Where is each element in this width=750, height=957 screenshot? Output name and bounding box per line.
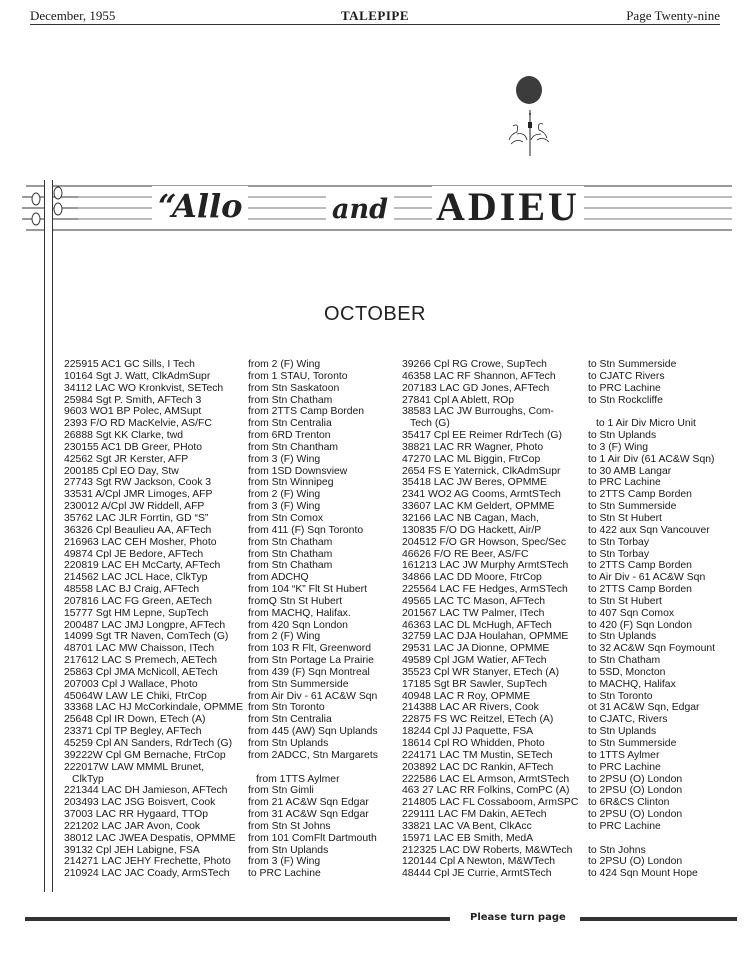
- posting-name: 27841 Cpl A Ablett, ROp: [402, 394, 515, 406]
- posting-name: 216963 LAC CEH Mosher, Photo: [64, 536, 217, 548]
- posting-name: 130835 F/O DG Hackett, Air/P: [402, 524, 542, 536]
- posting-row: [402, 489, 742, 501]
- posting-name: 225564 LAC FE Hedges, ArmSTech: [402, 584, 568, 596]
- posting-name: 34866 LAC DD Moore, FtrCop: [402, 572, 542, 584]
- posting-name: 35762 LAC JLR Forrtin, GD “S”: [64, 512, 209, 524]
- posting-row: [402, 631, 742, 643]
- posting-name: 224171 LAC TM Mustin, SETech: [402, 749, 553, 761]
- posting-destination: to MACHQ, Halifax: [588, 678, 676, 690]
- posting-destination: to 3 (F) Wing: [588, 441, 649, 453]
- posting-destination: ot 31 AC&W Sqn, Edgar: [588, 702, 700, 714]
- page-footer: [25, 914, 737, 926]
- posting-destination: from Stn Uplands: [248, 738, 329, 749]
- posting-row: [64, 643, 390, 655]
- posting-row: [64, 572, 390, 584]
- posting-row: [64, 785, 390, 797]
- posting-row: [402, 750, 742, 762]
- posting-name: 161213 LAC JW Murphy ArmtSTech: [402, 560, 569, 572]
- posting-name: 45064W LAW LE Chiki, FtrCop: [64, 690, 207, 702]
- posting-name: 46358 LAC RF Shannon, AFTech: [402, 370, 556, 382]
- posting-name: 27743 Sgt RW Jackson, Cook 3: [64, 477, 212, 489]
- posting-destination: from Stn Saskatoon: [248, 382, 340, 394]
- posting-name: 203493 LAC JSG Boisvert, Cook: [64, 797, 216, 809]
- posting-destination: from 420 Sqn London: [248, 619, 348, 631]
- posting-row: [402, 726, 742, 738]
- posting-name: 207816 LAC FG Green, AETech: [64, 595, 212, 607]
- posting-destination: from 21 AC&W Sqn Edgar: [248, 797, 369, 809]
- posting-destination: to Stn Torbay: [588, 536, 650, 548]
- posting-name: 2393 F/O RD MacKelvie, AS/FC: [64, 418, 212, 430]
- posting-destination: to 1 Air Div (61 AC&W Sqn): [588, 453, 715, 465]
- posting-name: 34112 LAC WO Kronkvist, SETech: [64, 382, 224, 394]
- posting-destination: from Stn Centralia: [248, 418, 332, 430]
- posting-destination: to PRC Lachine: [588, 761, 661, 773]
- posting-row: [402, 418, 742, 430]
- posting-name: 32166 LAC NB Cagan, Mach,: [402, 512, 539, 524]
- posting-row: [64, 833, 390, 845]
- posting-destination: to 30 AMB Langar: [588, 465, 672, 477]
- posting-name: 229111 LAC FM Dakin, AETech: [402, 809, 547, 821]
- posting-destination: to Stn Rockcliffe: [588, 394, 663, 406]
- posting-row: [64, 608, 390, 620]
- posting-row: [402, 430, 742, 442]
- posting-destination: from Stn Gimli: [248, 785, 314, 797]
- posting-destination: to Stn St Hubert: [588, 512, 662, 524]
- posting-name: 14099 Sgt TR Naven, ComTech (G): [64, 631, 229, 643]
- posting-name: 221202 LAC JAR Avon, Cook: [64, 820, 201, 832]
- posting-row: [402, 359, 742, 371]
- posting-destination: from 6RD Trenton: [248, 430, 331, 442]
- posting-destination: from 439 (F) Sqn Montreal: [248, 666, 370, 678]
- posting-destination: from 3 (F) Wing: [248, 501, 321, 513]
- posting-row: [64, 679, 390, 691]
- sprig-illustration-icon: [505, 110, 555, 156]
- posting-row: [64, 667, 390, 679]
- posting-destination: to CJATC Rivers: [588, 370, 665, 382]
- posting-name: 40948 LAC R Roy, OPMME: [402, 690, 531, 702]
- posting-destination: from Stn Summerside: [248, 678, 349, 690]
- posting-destination: to 32 AC&W Sqn Foymount: [588, 643, 716, 655]
- posting-destination: from Stn St Johns: [248, 820, 331, 832]
- posting-destination: to 422 aux Sqn Vancouver: [588, 524, 710, 536]
- posting-name: 33607 LAC KM Geldert, OPMME: [402, 501, 555, 513]
- posting-destination: from 3 (F) Wing: [248, 453, 321, 465]
- posting-row: [402, 608, 742, 620]
- posting-destination: from 1TTS Aylmer: [256, 773, 340, 785]
- posting-row: [64, 845, 390, 857]
- posting-row: [64, 774, 390, 786]
- posting-row: [64, 596, 390, 608]
- posting-row: [64, 821, 390, 833]
- posting-name: 25648 Cpl IR Down, ETech (A): [64, 714, 206, 726]
- title-and: and: [326, 192, 394, 228]
- posting-name: 48558 LAC BJ Craig, AFTech: [64, 584, 200, 596]
- posting-destination: to 1 Air Div Micro Unit: [596, 418, 696, 430]
- posting-row: [64, 525, 390, 537]
- posting-row: [402, 454, 742, 466]
- posting-name: 25863 Cpl JMA McNicoll, AETech: [64, 666, 218, 678]
- posting-name: 33531 A/Cpl JMR Limoges, AFP: [64, 489, 213, 501]
- posting-row: [402, 868, 742, 880]
- posting-row: [64, 418, 390, 430]
- posting-name: 230012 A/Cpl JW Riddell, AFP: [64, 501, 205, 513]
- posting-destination: from Stn Chatham: [248, 560, 333, 572]
- posting-destination: to 2TTS Camp Borden: [588, 560, 692, 572]
- posting-row: [64, 513, 390, 525]
- posting-name: 37003 LAC RR Hygaard, TTOp: [64, 809, 209, 821]
- posting-destination: from Stn Comox: [248, 512, 324, 524]
- posting-destination: from 101 ComFlt Dartmouth: [248, 832, 377, 844]
- posting-row: [402, 691, 742, 703]
- posting-row: [64, 442, 390, 454]
- posting-row: [64, 797, 390, 809]
- posting-name: 38583 LAC JW Burroughs, Com-: [402, 406, 554, 418]
- posting-row: [402, 667, 742, 679]
- magazine-title: TALEPIPE: [340, 8, 410, 23]
- posting-name: 214562 LAC JCL Hace, ClkTyp: [64, 572, 208, 584]
- posting-destination: to 2PSU (O) London: [588, 809, 683, 821]
- posting-row: [402, 845, 742, 857]
- posting-row: [64, 584, 390, 596]
- posting-destination: to Stn Torbay: [588, 548, 650, 560]
- posting-name: ClkTyp: [72, 773, 104, 785]
- posting-row: [64, 406, 390, 418]
- posting-destination: to Stn Summerside: [588, 738, 677, 749]
- posting-row: [402, 797, 742, 809]
- posting-destination: from 103 R Flt, Greenword: [248, 643, 371, 655]
- posting-name: 212325 LAC DW Roberts, M&WTech: [402, 844, 573, 856]
- posting-destination: to Stn Summerside: [588, 501, 677, 513]
- posting-destination: from Air Div - 61 AC&W Sqn: [248, 690, 378, 702]
- posting-row: [64, 726, 390, 738]
- posting-destination: from 411 (F) Sqn Toronto: [248, 524, 364, 536]
- posting-name: 225915 AC1 GC Sills, I Tech: [64, 359, 195, 370]
- posting-row: [402, 620, 742, 632]
- posting-destination: to PRC Lachine: [588, 477, 661, 489]
- posting-destination: to PRC Lachine: [248, 868, 321, 880]
- posting-name: 222017W LAW MMML Brunet,: [64, 761, 205, 773]
- posting-row: [64, 430, 390, 442]
- posting-name: 2654 FS E Yaternick, ClkAdmSupr: [402, 465, 561, 477]
- right-postings-column: [402, 359, 742, 880]
- posting-destination: to CJATC, Rivers: [588, 714, 668, 726]
- posting-destination: to Air Div - 61 AC&W Sqn: [588, 572, 706, 584]
- posting-name: 38821 LAC RR Wagner, Photo: [402, 441, 544, 453]
- posting-row: [64, 549, 390, 561]
- posting-name: 463 27 LAC RR Folkins, ComPC (A): [402, 785, 570, 797]
- posting-row: [64, 620, 390, 632]
- posting-row: [402, 596, 742, 608]
- posting-name: 18244 Cpl JJ Paquette, FSA: [402, 726, 534, 738]
- posting-row: [64, 371, 390, 383]
- posting-name: 36326 Cpl Beaulieu AA, AFTech: [64, 524, 212, 536]
- posting-row: [402, 584, 742, 596]
- posting-row: [402, 702, 742, 714]
- posting-name: 38012 LAC JWEA Despatis, OPMME: [64, 832, 236, 844]
- posting-row: [64, 809, 390, 821]
- posting-row: [402, 525, 742, 537]
- posting-row: [64, 537, 390, 549]
- posting-destination: to 2TTS Camp Borden: [588, 584, 692, 596]
- posting-destination: from 104 “K” Flt St Hubert: [248, 584, 367, 596]
- page-number: Page Twenty-nine: [626, 8, 720, 23]
- posting-row: [64, 560, 390, 572]
- posting-name: 46363 LAC DL McHugh, AFTech: [402, 619, 552, 631]
- posting-destination: from 2ADCC, Stn Margarets: [248, 749, 378, 761]
- posting-destination: from Stn Chatham: [248, 536, 333, 548]
- posting-name: 9603 WO1 BP Polec, AMSupt: [64, 406, 202, 418]
- posting-row: [402, 513, 742, 525]
- posting-destination: from 31 AC&W Sqn Edgar: [248, 809, 369, 821]
- posting-destination: to 2PSU (O) London: [588, 773, 683, 785]
- posting-row: [402, 501, 742, 513]
- posting-destination: from Stn Toronto: [248, 702, 325, 714]
- posting-row: [64, 383, 390, 395]
- posting-destination: from Stn Chatham: [248, 548, 333, 560]
- section-month-heading: OCTOBER: [323, 303, 427, 325]
- posting-name: 2341 WO2 AG Cooms, ArmtSTech: [402, 489, 561, 501]
- posting-row: [64, 856, 390, 868]
- posting-name: 48701 LAC MW Chaisson, ITech: [64, 643, 215, 655]
- posting-name: 47270 LAC ML Biggin, FtrCop: [402, 453, 541, 465]
- posting-row: [64, 762, 390, 774]
- posting-destination: to 420 (F) Sqn London: [588, 619, 692, 631]
- posting-destination: to Stn Summerside: [588, 359, 677, 370]
- posting-destination: from 2 (F) Wing: [248, 631, 321, 643]
- posting-row: [402, 537, 742, 549]
- posting-name: Tech (G): [410, 418, 450, 430]
- posting-row: [64, 702, 390, 714]
- posting-destination: to 2TTS Camp Borden: [588, 489, 692, 501]
- posting-name: 220819 LAC EH McCarty, AFTech: [64, 560, 221, 572]
- posting-row: [64, 454, 390, 466]
- posting-name: 207003 Cpl J Wallace, Photo: [64, 678, 198, 690]
- posting-row: [402, 643, 742, 655]
- posting-destination: from 1SD Downsview: [248, 465, 348, 477]
- posting-destination: from Stn Uplands: [248, 844, 329, 856]
- posting-name: 46626 F/O RE Beer, AS/FC: [402, 548, 529, 560]
- posting-destination: to Stn Johns: [588, 844, 646, 856]
- posting-name: 204512 F/O GR Howson, Spec/Sec: [402, 536, 567, 548]
- posting-destination: to Stn Uplands: [588, 631, 657, 643]
- posting-row: [402, 762, 742, 774]
- posting-name: 49565 LAC TC Mason, AFTech: [402, 595, 546, 607]
- posting-destination: to PRC Lachine: [588, 820, 661, 832]
- posting-row: [64, 655, 390, 667]
- posting-destination: from 2 (F) Wing: [248, 359, 321, 370]
- posting-destination: from MACHQ, Halifax.: [248, 607, 351, 619]
- posting-destination: to PRC Lachine: [588, 382, 661, 394]
- posting-name: 35417 Cpl EE Reimer RdrTech (G): [402, 430, 562, 442]
- footer-rule-left: [25, 917, 450, 921]
- footer-rule-right: [580, 917, 737, 921]
- posting-row: [402, 714, 742, 726]
- posting-row: [64, 691, 390, 703]
- posting-row: [64, 489, 390, 501]
- posting-row: [402, 572, 742, 584]
- posting-row: [402, 833, 742, 845]
- posting-name: 49589 Cpl JGM Watier, AFTech: [402, 655, 547, 667]
- left-postings-column: [64, 359, 390, 880]
- posting-row: [402, 371, 742, 383]
- posting-row: [402, 774, 742, 786]
- posting-row: [64, 714, 390, 726]
- posting-name: 49874 Cpl JE Bedore, AFTech: [64, 548, 204, 560]
- posting-name: 222586 LAC EL Armson, ArmtSTech: [402, 773, 570, 785]
- posting-name: 200185 Cpl EO Day, Stw: [64, 465, 179, 477]
- posting-destination: to 5SD, Moncton: [588, 666, 666, 678]
- header-rule: [30, 24, 720, 25]
- posting-row: [402, 560, 742, 572]
- posting-row: [402, 856, 742, 868]
- posting-row: [402, 821, 742, 833]
- posting-name: 35418 LAC JW Beres, OPMME: [402, 477, 547, 489]
- balloon-icon: [516, 76, 542, 104]
- posting-destination: to Stn St Hubert: [588, 595, 662, 607]
- posting-destination: fromQ Stn St Hubert: [248, 595, 343, 607]
- posting-name: 23371 Cpl TP Begley, AFTech: [64, 726, 202, 738]
- posting-name: 35523 Cpl WR Stanyer, ETech (A): [402, 666, 560, 678]
- posting-name: 26888 Sgt KK Clarke, twd: [64, 430, 183, 442]
- posting-name: 214805 LAC FL Cossaboom, ArmSPC: [402, 797, 579, 809]
- posting-name: 48444 Cpl JE Currie, ArmtSTech: [402, 868, 552, 880]
- posting-name: 217612 LAC S Premech, AETech: [64, 655, 218, 667]
- posting-destination: from ADCHQ: [248, 572, 309, 584]
- posting-row: [402, 679, 742, 691]
- posting-row: [402, 549, 742, 561]
- posting-row: [64, 477, 390, 489]
- title-adieu: ADIEU: [432, 186, 584, 228]
- posting-name: 15971 LAC EB Smith, MedA: [402, 832, 534, 844]
- posting-row: [402, 466, 742, 478]
- posting-row: [64, 631, 390, 643]
- posting-name: 10164 Sgt J. Watt, ClkAdmSupr: [64, 370, 211, 382]
- posting-destination: from 2 (F) Wing: [248, 489, 321, 501]
- posting-row: [402, 738, 742, 750]
- posting-name: 201567 LAC TW Palmer, ITech: [402, 607, 545, 619]
- posting-row: [64, 750, 390, 762]
- posting-destination: from 3 (F) Wing: [248, 856, 321, 868]
- posting-row: [402, 809, 742, 821]
- posting-name: 39222W Cpl GM Bernache, FtrCop: [64, 749, 226, 761]
- posting-destination: from Stn Chantham: [248, 441, 339, 453]
- title-allo: “Allo: [152, 186, 248, 226]
- posting-row: [64, 359, 390, 371]
- posting-destination: to 2PSU (O) London: [588, 785, 683, 797]
- posting-destination: from 1 STAU, Toronto: [248, 370, 348, 382]
- posting-name: 33368 LAC HJ McCorkindale, OPMME: [64, 702, 244, 714]
- posting-name: 33821 LAC VA Bent, ClkAcc: [402, 820, 532, 832]
- turn-page-note: Please turn page: [470, 912, 566, 923]
- posting-row: [402, 406, 742, 418]
- issue-date: December, 1955: [30, 8, 116, 23]
- posting-name: 203892 LAC DC Rankin, AFTech: [402, 761, 554, 773]
- posting-row: [402, 655, 742, 667]
- posting-destination: to 6R&CS Clinton: [588, 797, 670, 809]
- posting-name: 120144 Cpl A Newton, M&WTech: [402, 856, 556, 868]
- posting-destination: to Stn Uplands: [588, 726, 657, 738]
- posting-name: 18614 Cpl RO Whidden, Photo: [402, 738, 545, 749]
- posting-name: 200487 LAC JMJ Longpre, AFTech: [64, 619, 226, 631]
- posting-row: [402, 785, 742, 797]
- posting-row: [64, 868, 390, 880]
- posting-row: [402, 383, 742, 395]
- posting-destination: from Stn Centralia: [248, 714, 332, 726]
- posting-name: 214271 LAC JEHY Frechette, Photo: [64, 856, 231, 868]
- posting-row: [64, 395, 390, 407]
- posting-destination: to Stn Uplands: [588, 430, 657, 442]
- posting-row: [64, 466, 390, 478]
- posting-destination: from 445 (AW) Sqn Uplands: [248, 726, 378, 738]
- posting-name: 207183 LAC GD Jones, AFTech: [402, 382, 550, 394]
- posting-row: [402, 442, 742, 454]
- posting-name: 25984 Sgt P. Smith, AFTech 3: [64, 394, 202, 406]
- staff-pole: [44, 180, 53, 892]
- posting-name: 29531 LAC JA Dionne, OPMME: [402, 643, 550, 655]
- posting-destination: from Stn Chatham: [248, 394, 333, 406]
- posting-row: [402, 477, 742, 489]
- posting-destination: to 2PSU (O) London: [588, 856, 683, 868]
- posting-name: 210924 LAC JAC Coady, ArmSTech: [64, 868, 230, 880]
- posting-name: 17185 Sgt BR Sawler, SupTech: [402, 678, 547, 690]
- posting-row: [64, 501, 390, 513]
- posting-name: 221344 LAC DH Jamieson, AFTech: [64, 785, 228, 797]
- posting-name: 32759 LAC DJA Houlahan, OPMME: [402, 631, 569, 643]
- posting-name: 42562 Sgt JR Kerster, AFP: [64, 453, 189, 465]
- posting-destination: from 2TTS Camp Borden: [248, 406, 365, 418]
- posting-destination: to Stn Toronto: [588, 690, 653, 702]
- posting-destination: from Stn Winnipeg: [248, 477, 334, 489]
- posting-destination: to 407 Sqn Comox: [588, 607, 675, 619]
- posting-name: 39266 Cpl RG Crowe, SupTech: [402, 359, 547, 370]
- posting-name: 214388 LAC AR Rivers, Cook: [402, 702, 539, 714]
- posting-row: [64, 738, 390, 750]
- posting-destination: to 1TTS Aylmer: [588, 749, 660, 761]
- posting-destination: to 424 Sqn Mount Hope: [588, 868, 698, 880]
- posting-name: 22875 FS WC Reitzel, ETech (A): [402, 714, 554, 726]
- posting-name: 45259 Cpl AN Sanders, RdrTech (G): [64, 738, 233, 749]
- posting-name: 39132 Cpl JEH Labigne, FSA: [64, 844, 200, 856]
- posting-destination: to Stn Chatham: [588, 655, 661, 667]
- posting-destination: from Stn Portage La Prairie: [248, 655, 374, 667]
- posting-row: [402, 395, 742, 407]
- posting-name: 15777 Sgt HM Lepne, SupTech: [64, 607, 209, 619]
- posting-name: 230155 AC1 DB Greer, PHoto: [64, 441, 203, 453]
